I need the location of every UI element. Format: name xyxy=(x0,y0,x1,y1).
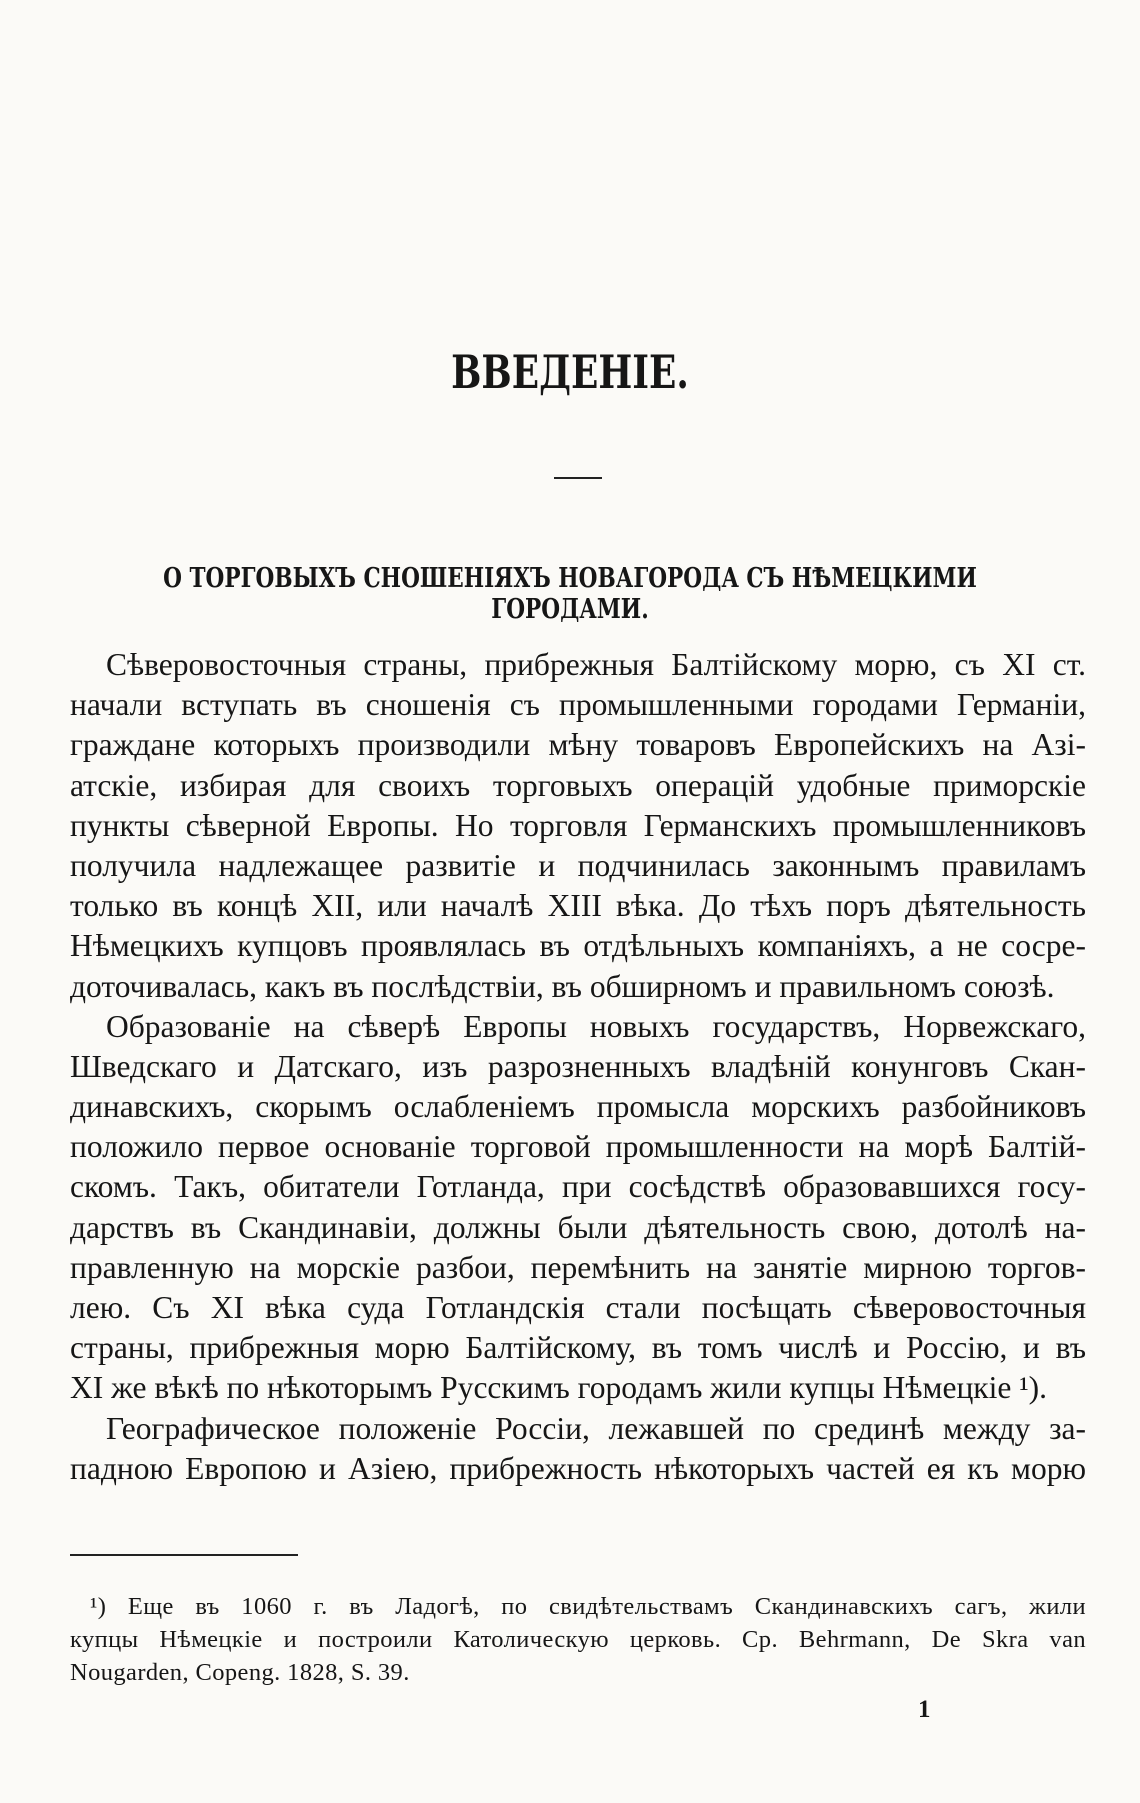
body-line: пункты сѣверной Европы. Но торговля Германскихъ промышленниковъ xyxy=(70,807,1086,843)
body-line: скомъ. Такъ, обитатели Готланда, при сосѣдствѣ образовавшихся госу- xyxy=(70,1169,1086,1205)
body-line: доточивалась, какъ въ послѣдствіи, въ обширномъ и правильномъ союзѣ. xyxy=(70,968,1055,1004)
body-line: получила надлежащее развитіе и подчинилась законнымъ правиламъ xyxy=(70,847,1086,883)
body-line: граждане которыхъ производили мѣну товаровъ Европейскихъ на Азі- xyxy=(70,727,1086,763)
body-line: Нѣмецкихъ купцовъ проявлялась въ отдѣльныхъ компаніяхъ, а не сосре- xyxy=(70,928,1086,964)
body-line: Сѣверовосточныя страны, прибрежныя Балтійскому морю, съ XI ст. xyxy=(106,647,1086,682)
title-divider xyxy=(554,477,602,479)
body-line: только въ концѣ XII, или началѣ XIII вѣка. До тѣхъ поръ дѣятельность xyxy=(70,888,1086,924)
body-line: XI же вѣкѣ по нѣкоторымъ Русскимъ городамъ жили купцы Нѣмецкіе ¹). xyxy=(70,1370,1048,1406)
body-line: падною Европою и Азіею, прибрежность нѣкоторыхъ частей ея къ морю xyxy=(70,1450,1086,1486)
body-line: правленную на морскіе разбои, перемѣнить на занятіе мирною торгов- xyxy=(70,1249,1086,1285)
body-line: лею. Съ XI вѣка суда Готландскія стали посѣщать сѣверовосточныя xyxy=(70,1290,1086,1325)
body-line: динавскихъ, скорымъ ослабленіемъ промысла морскихъ разбойниковъ xyxy=(70,1089,1086,1125)
body-line: страны, прибрежныя морю Балтійскому, въ томъ числѣ и Россію, и въ xyxy=(70,1330,1086,1366)
footnote-line: ¹) Еще въ 1060 г. въ Ладогѣ, по свидѣтельствамъ Скандинавскихъ сагъ, жили xyxy=(90,1593,1086,1620)
body-line: Образованіе на сѣверѣ Европы новыхъ государствъ, Норвежскаго, xyxy=(106,1008,1086,1044)
footnote-divider xyxy=(70,1554,298,1556)
body-line: начали вступать въ сношенія съ промышленными городами Германіи, xyxy=(70,687,1086,723)
body-text xyxy=(70,645,1086,1489)
body-line: атскіе, избирая для своихъ торговыхъ операцій удобные приморскіе xyxy=(70,767,1086,803)
body-line: положило первое основаніе торговой промышленности на морѣ Балтій- xyxy=(70,1129,1086,1165)
body-line: дарствъ въ Скандинавіи, должны были дѣятельность свою, дотолѣ на- xyxy=(70,1209,1086,1245)
body-line: Географическое положеніе Россіи, лежавшей по срединѣ между за- xyxy=(106,1410,1086,1446)
body-line: Шведскаго и Датскаго, изъ разрозненныхъ владѣній конунговъ Скан- xyxy=(70,1048,1086,1084)
footnote-line: купцы Нѣмецкіе и построили Католическую церковь. Ср. Behrmann, De Skra van xyxy=(70,1626,1086,1653)
footnote-line: Nougarden, Copeng. 1828, S. 39. xyxy=(70,1659,410,1686)
footnote xyxy=(70,1590,1086,1689)
page-number: 1 xyxy=(918,1696,931,1723)
chapter-subtitle: О ТОРГОВЫХЪ СНОШЕНІЯХЪ НОВАГОРОДА СЪ НѢМЕЦКИМИ ГОРОДАМИ. xyxy=(163,563,977,625)
chapter-title: ВВЕДЕНІЕ. xyxy=(451,345,689,399)
